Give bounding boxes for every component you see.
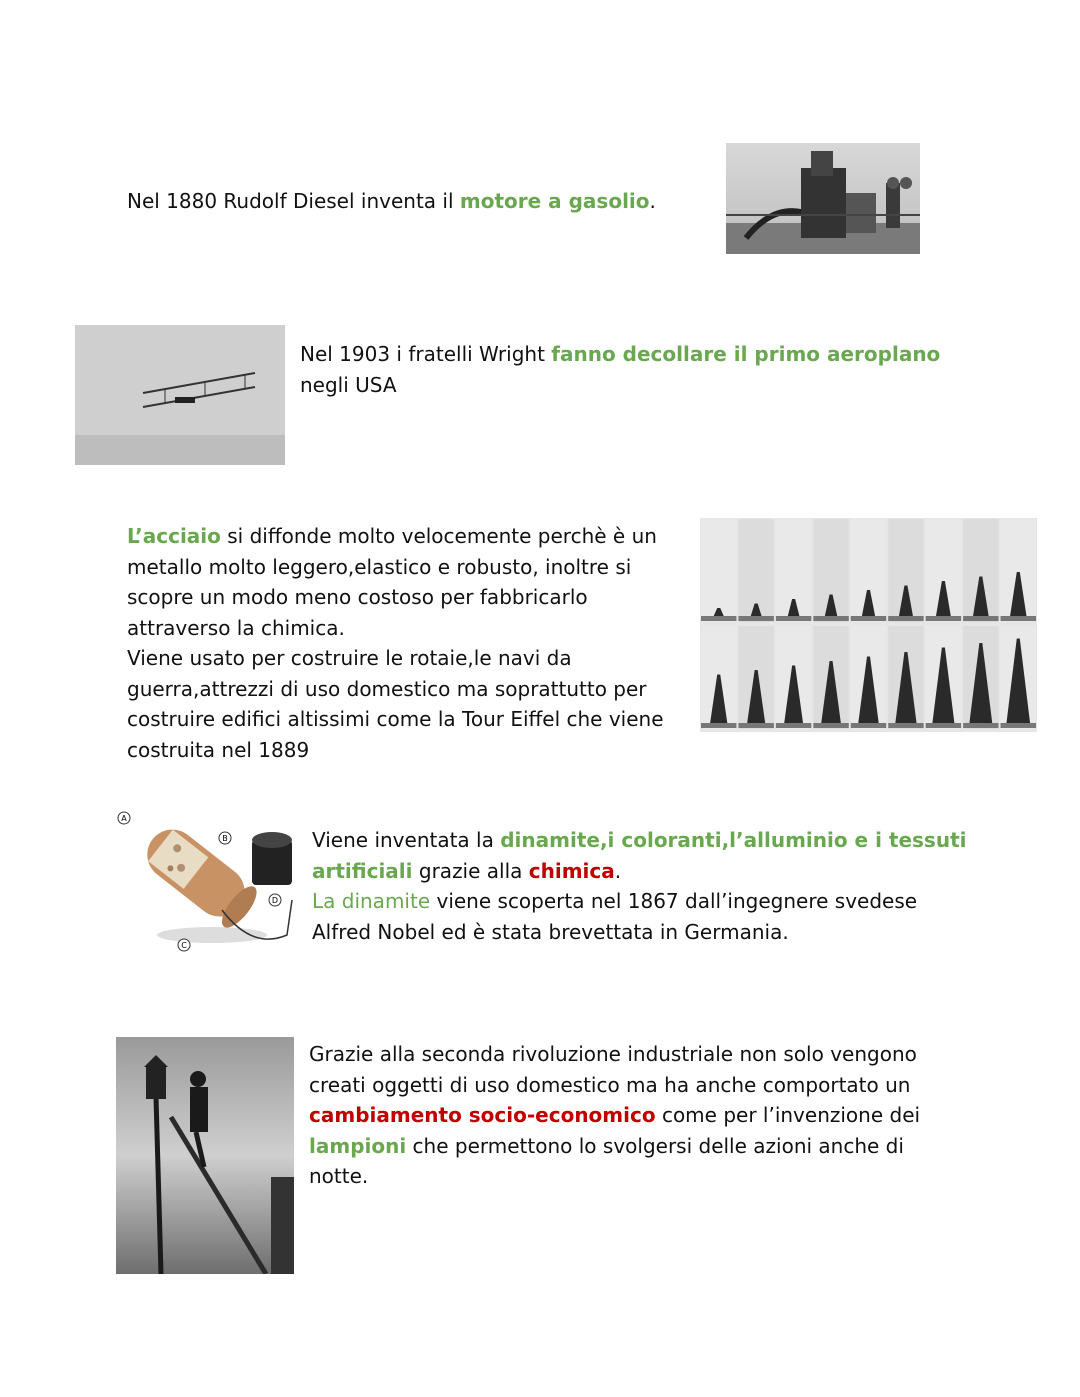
lampioni-paragraph (309, 1039, 1009, 1192)
dynamite-red: chimica (528, 858, 615, 883)
steel-line-5: Viene usato per costruire le rotaie,le navi da (127, 646, 572, 670)
lampioni-line-5: notte. (309, 1164, 369, 1188)
label-c: C (181, 941, 187, 950)
lampioni-line-3: come per l’invenzione dei (655, 1103, 921, 1127)
wright-paragraph (300, 339, 1000, 400)
dynamite-green: La dinamite (312, 889, 431, 913)
dynamite-text-mid: grazie alla (412, 858, 529, 883)
steel-line-4: attraverso la chimica. (127, 615, 345, 640)
lampioni-line-1: Grazie alla seconda rivoluzione industriale non solo vengono (309, 1042, 917, 1066)
lampioni-red: cambiamento socio-economico (309, 1103, 656, 1127)
steel-line-8: costruita nel 1889 (127, 737, 310, 762)
steel-line-2: metallo molto leggero,elastico e robusto, inoltre si (127, 554, 632, 579)
dynamite-highlight-2: artificiali (312, 858, 413, 883)
dynamite-text-end: . (614, 858, 622, 883)
wright-plane-photo (75, 325, 285, 465)
dynamite-line-3: viene scoperta nel 1867 dall’ingegnere svedese (430, 889, 918, 913)
steel-line-7: costruire edifici altissimi come la Tour Eiffel che viene (127, 707, 664, 731)
dynamite-paragraph (312, 825, 1012, 947)
label-d: D (271, 896, 279, 905)
dynamite-text: Viene inventata la (312, 828, 501, 852)
steel-line-3: scopre un modo meno costoso per fabbricarlo (127, 585, 588, 609)
wright-text-line2: negli USA (300, 372, 397, 397)
diesel-paragraph (127, 186, 707, 217)
dynamite-illustration (112, 800, 302, 955)
label-b: B (222, 834, 228, 843)
steel-line-6: guerra,attrezzi di uso domestico ma soprattutto per (127, 676, 647, 701)
lampioni-green: lampioni (309, 1133, 407, 1158)
wright-text: Nel 1903 i fratelli Wright (300, 342, 552, 366)
diesel-text: Nel 1880 Rudolf Diesel inventa il (127, 189, 460, 213)
lampioni-line-4: che permettono lo svolgersi delle azioni anche di (406, 1133, 904, 1158)
dynamite-line-4: Alfred Nobel ed è stata brevettata in Germania. (312, 919, 789, 944)
diesel-highlight: motore a gasolio (459, 189, 650, 213)
diesel-text-end: . (649, 189, 656, 213)
dynamite-highlight-1: dinamite,i coloranti,l’alluminio e i tessuti (500, 828, 967, 852)
diesel-engine-photo (726, 143, 920, 254)
steel-paragraph (127, 521, 697, 765)
label-a: A (121, 814, 127, 823)
lampioni-line-2: creati oggetti di uso domestico ma ha anche comportato un (309, 1072, 911, 1097)
steel-highlight: L’acciaio (127, 524, 221, 548)
wright-highlight: fanno decollare il primo aeroplano (551, 342, 941, 366)
steel-line-1: si diffonde molto velocemente perchè è un (220, 524, 657, 548)
lamplighter-photo (116, 1037, 294, 1274)
eiffel-construction-photo (700, 518, 1037, 732)
